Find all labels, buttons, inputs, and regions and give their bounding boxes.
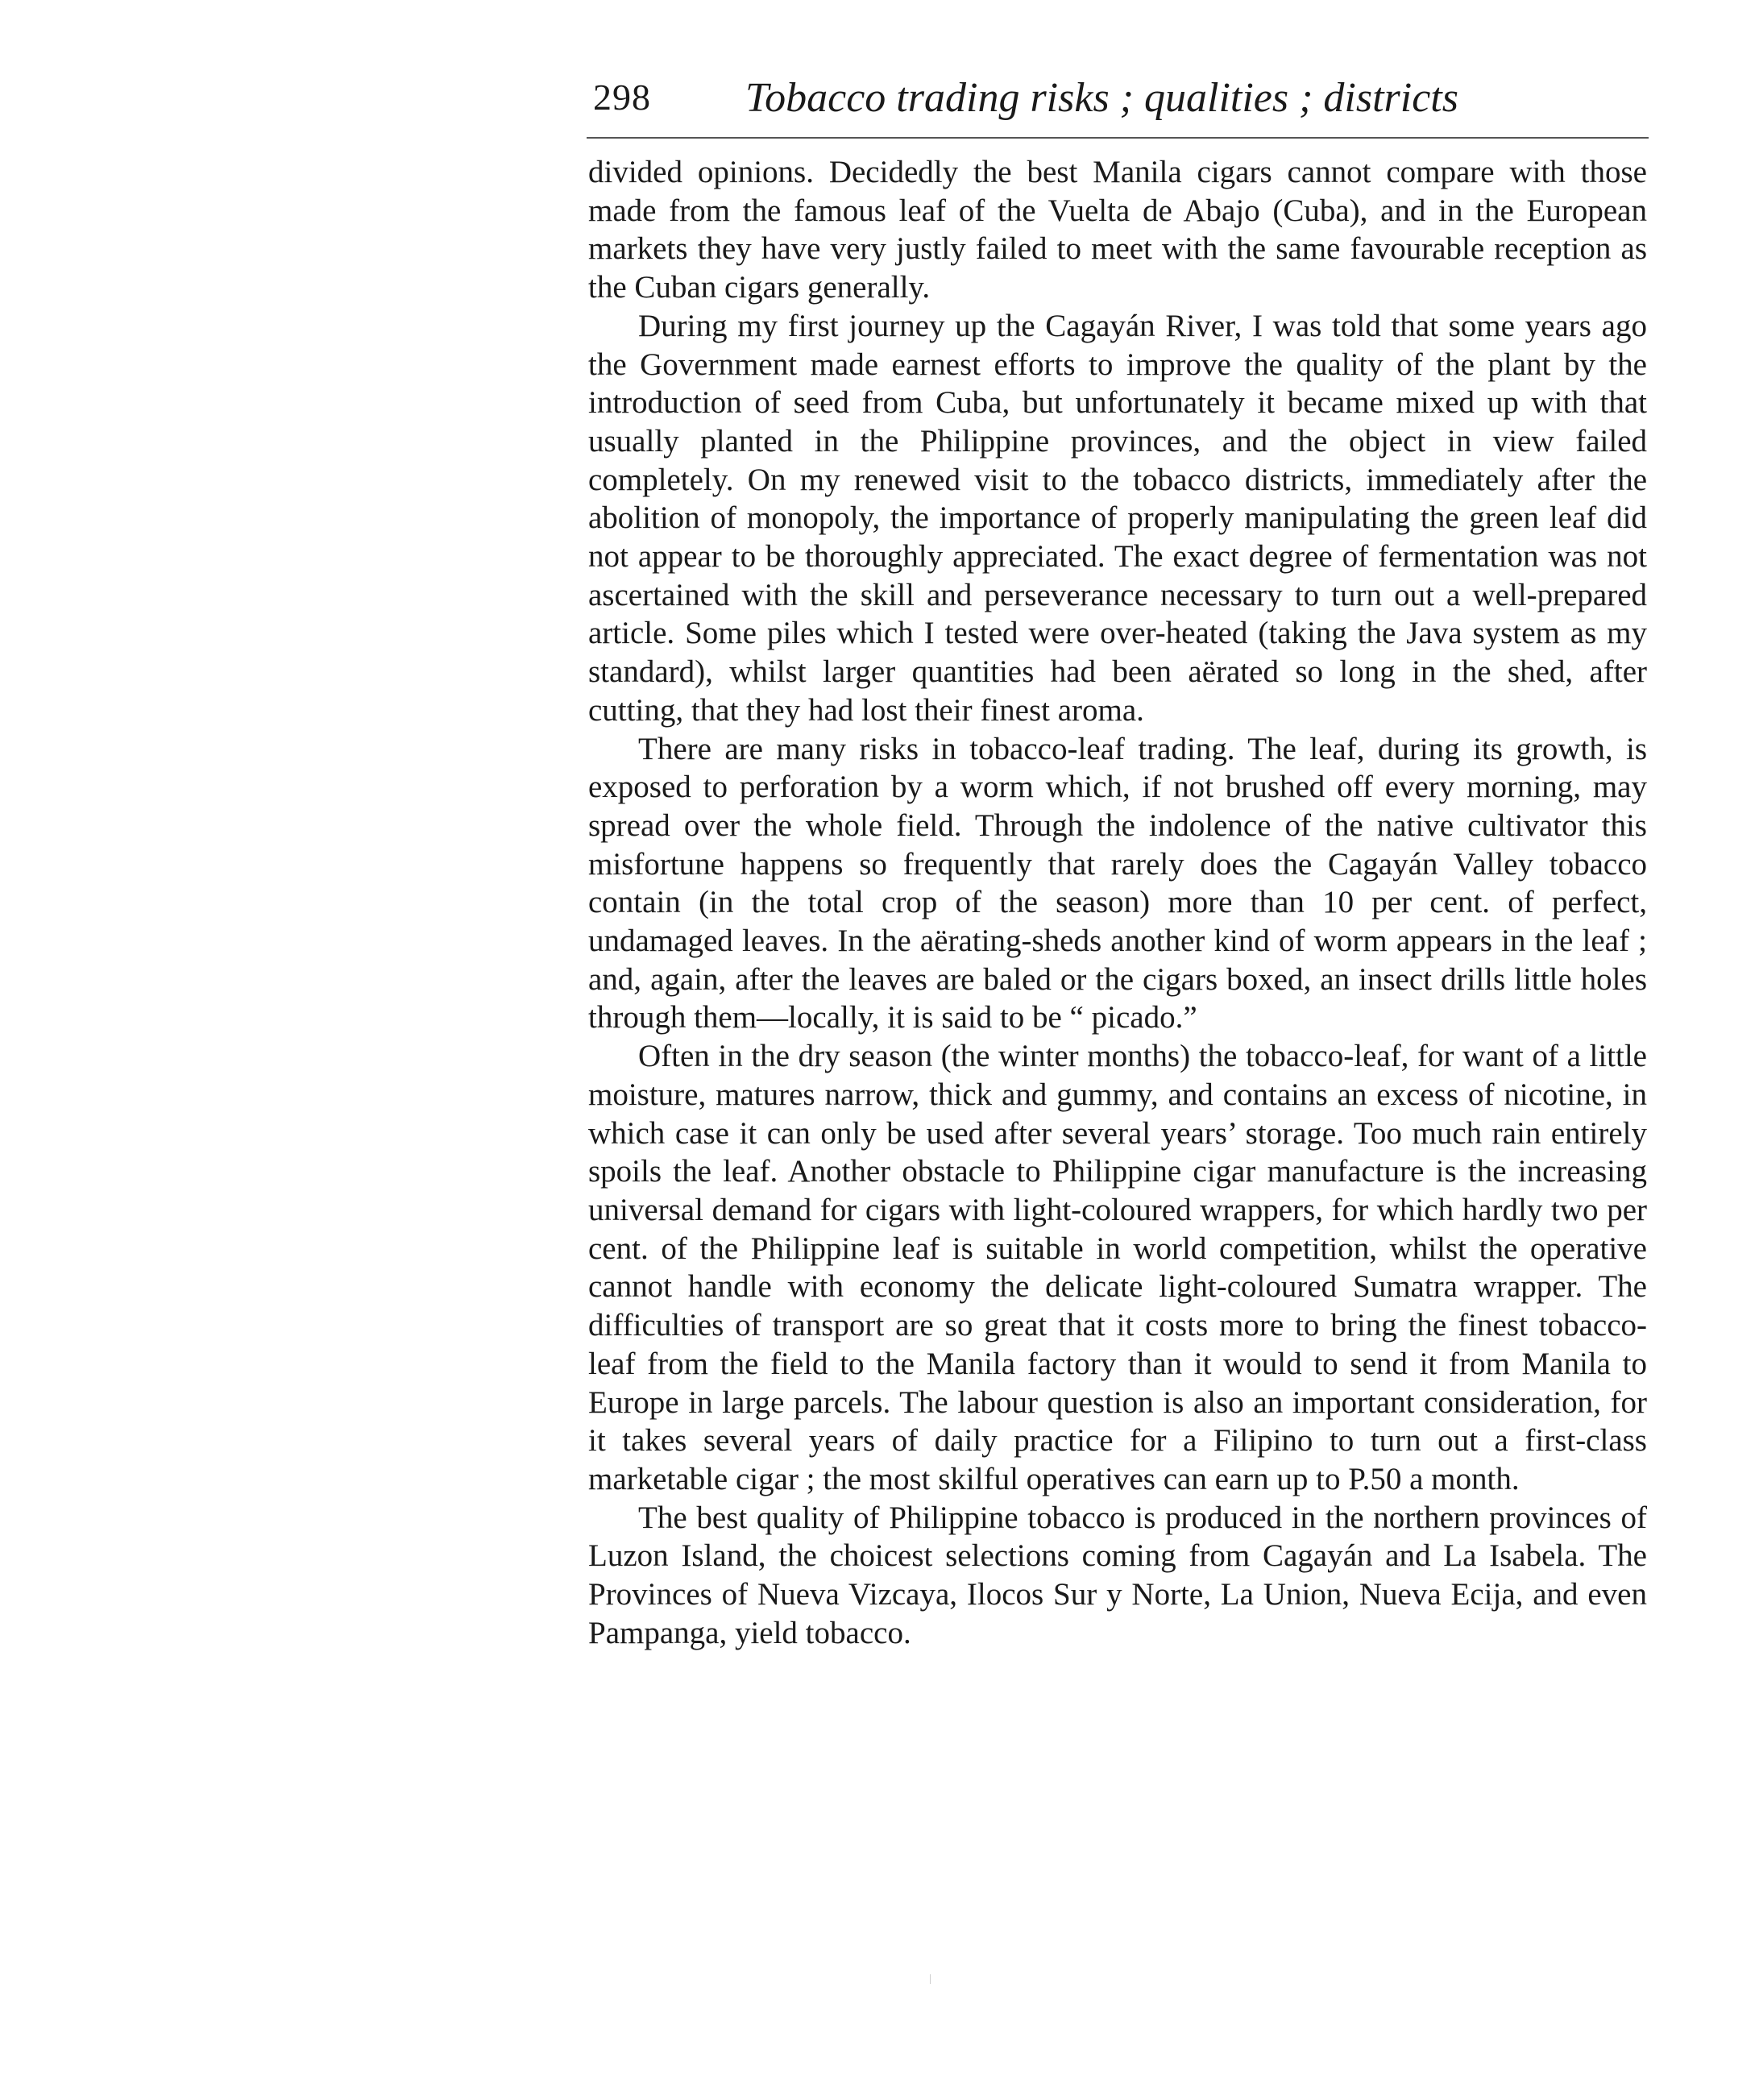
body-text <box>588 153 1647 1652</box>
running-title: Tobacco trading risks ; qualities ; districts <box>745 75 1458 121</box>
paragraph-trading-risks: There are many risks in tobacco-leaf trading. The leaf, during its growth, is exposed to perforation by a worm which, if not brushed off every morning, may spread over the whole field. Through the indolence of the native cultivator this misfortune happens so frequently that rarely does the Cagayán Valley tobacco contain (in the total crop of the season) more than 10 per cent. of perfect, undamaged leaves. In the aërating-sheds another kind of worm appears in the leaf ; and, again, after the leaves are baled or the cigars boxed, an insect drills little holes through them—locally, it is said to be “ picado.” <box>588 731 1647 1035</box>
page-number: 298 <box>593 77 651 118</box>
scan-artifact <box>930 1974 931 1984</box>
paragraph-dry-season: Often in the dry season (the winter months) the tobacco-leaf, for want of a little moisture, matures narrow, thick and gummy, and contains an excess of nicotine, in which case it can only be used after several years’ storage. Too much rain entirely spoils the leaf. Another obstacle to Philippine cigar manufacture is the increasing universal demand for cigars with light-coloured wrappers, for which hardly two per cent. of the Philippine leaf is suitable in world competition, whilst the operative cannot handle with economy the delicate light-coloured Sumatra wrapper. The difficulties of transport are so great that it costs more to bring the finest tobacco-leaf from the field to the Manila factory than it would to send it from Manila to Europe in large parcels. The labour question is also an important consideration, for it takes several years of daily practice for a Filipino to turn out a first-class marketable cigar ; the most skilful operatives can earn up to P.50 a month. <box>588 1039 1647 1496</box>
paragraph-best-quality: The best quality of Philippine tobacco is produced in the northern provinces of Luzon Island, the choicest selections coming from Cagayán and La Isabela. The Provinces of Nueva Vizcaya, Ilocos Sur y Norte, La Union, Nueva Ecija, and even Pampanga, yield tobacco. <box>588 1500 1647 1650</box>
paragraph-cagayan-journey: During my first journey up the Cagayán River, I was told that some years ago the Government made earnest efforts to improve the quality of the plant by the introduction of seed from Cuba, but unfortunately it became mixed up with that usually planted in the Philippine provinces, and the object in view failed completely. On my renewed visit to the tobacco districts, immediately after the abolition of monopoly, the importance of properly manipulating the green leaf did not appear to be thoroughly appreciated. The exact degree of fermentation was not ascertained with the skill and perseverance necessary to turn out a well-prepared article. Some piles which I tested were over-heated (taking the Java system as my standard), whilst larger quantities had been aërated so long in the shed, after cutting, that they had lost their finest aroma. <box>588 308 1647 728</box>
header-rule <box>587 137 1649 139</box>
running-head <box>587 73 1649 129</box>
paragraph-continuation: divided opinions. Decidedly the best Manila cigars cannot compare with those made from the famous leaf of the Vuelta de Abajo (Cuba), and in the European markets they have very justly failed to meet with the same favourable reception as the Cuban cigars generally. <box>588 155 1647 305</box>
